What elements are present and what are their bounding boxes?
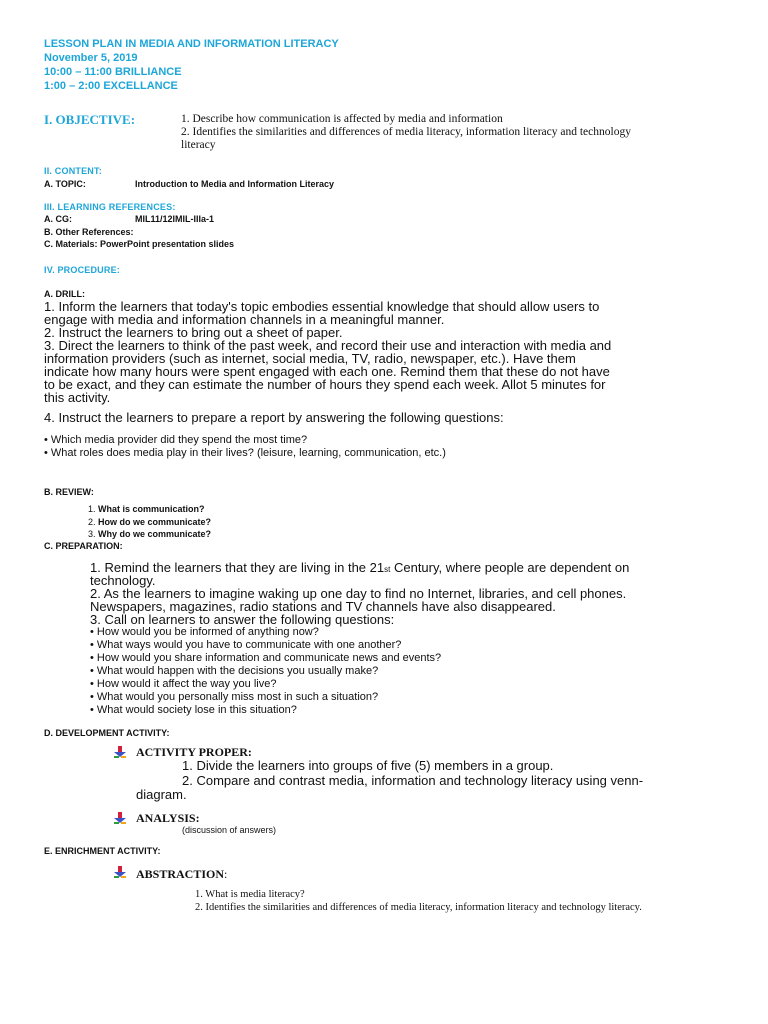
cg-value: MIL11/12IMIL-IIIa-1 (135, 214, 215, 224)
review-item: 1. What is communication? (88, 504, 205, 514)
abstraction-item: 1. What is media literacy? (195, 889, 305, 900)
other-references: B. Other References: (44, 227, 134, 237)
preparation-line: 1. Remind the learners that they are living in the 21st Century, where people are dependent on (90, 560, 630, 575)
preparation-question: • What ways would you have to communicate with one another? (90, 639, 402, 651)
preparation-question: • How would you share information and communicate news and events? (90, 652, 442, 664)
drill-item-4: 4. Instruct the learners to prepare a report by answering the following questions: (44, 410, 504, 425)
objective-item-2: 2. Identifies the similarities and differences of media literacy, information literacy and technology (181, 126, 631, 138)
enrichment-label: E. ENRICHMENT ACTIVITY: (44, 846, 161, 856)
drill-line: information providers (such as internet, social media, TV, radio, newspaper, etc.). Have them (44, 351, 576, 366)
review-label: B. REVIEW: (44, 487, 94, 497)
preparation-label: C. PREPARATION: (44, 541, 123, 551)
development-label: D. DEVELOPMENT ACTIVITY: (44, 728, 170, 738)
drill-line: 3. Direct the learners to think of the past week, and record their use and interaction with media and (44, 338, 612, 353)
preparation-question: • What would happen with the decisions you usually make? (90, 665, 379, 677)
drill-line: indicate how many hours were spent engaged with each one. Remind them that these do not have (44, 364, 610, 379)
objective-heading: I. OBJECTIVE: (44, 112, 136, 127)
objective-item-2-cont: literacy (181, 139, 216, 151)
procedure-heading: IV. PROCEDURE: (44, 265, 120, 275)
drill-line: 2. Instruct the learners to bring out a sheet of paper. (44, 325, 343, 340)
activity-item: 2. Compare and contrast media, information and technology literacy using venn- (182, 773, 644, 788)
preparation-question: • How would you be informed of anything now? (90, 626, 319, 638)
preparation-line: 3. Call on learners to answer the following questions: (90, 612, 395, 627)
preparation-question: • What would you personally miss most in such a situation? (90, 691, 379, 703)
lesson-date: November 5, 2019 (44, 52, 138, 64)
analysis-heading: ANALYSIS: (136, 811, 200, 825)
drill-line: engage with media and information channels in a meaningful manner. (44, 312, 445, 327)
preparation-question: • How would it affect the way you live? (90, 678, 277, 690)
drill-line: this activity. (44, 390, 111, 405)
abstraction-item: 2. Identifies the similarities and differences of media literacy, information literacy and technology literacy. (195, 902, 642, 913)
preparation-line: 2. As the learners to imagine waking up one day to find no Internet, libraries, and cell phones. (90, 586, 627, 601)
analysis-note: (discussion of answers) (182, 825, 277, 835)
session-brilliance: 10:00 – 11:00 BRILLIANCE (44, 66, 182, 78)
preparation-line: Newspapers, magazines, radio stations and TV channels have also disappeared. (90, 599, 556, 614)
topic-label: A. TOPIC: (44, 179, 86, 189)
drill-line: to be exact, and they can estimate the number of hours they spend each week. Allot 5 minutes for (44, 377, 606, 392)
preparation-line: technology. (90, 573, 156, 588)
materials: C. Materials: PowerPoint presentation slides (44, 239, 235, 249)
document-title: LESSON PLAN IN MEDIA AND INFORMATION LITERACY (44, 38, 339, 50)
references-heading: III. LEARNING REFERENCES: (44, 202, 176, 212)
preparation-question: • What would society lose in this situation? (90, 704, 297, 716)
review-item: 3. Why do we communicate? (88, 529, 212, 539)
drill-label: A. DRILL: (44, 289, 85, 299)
drill-question: • What roles does media play in their lives? (leisure, learning, communication, etc.) (44, 447, 446, 459)
arrow-bullet-icon (113, 811, 127, 825)
drill-line: 1. Inform the learners that today's topic embodies essential knowledge that should allow users to (44, 299, 600, 314)
session-excellance: 1:00 – 2:00 EXCELLANCE (44, 80, 178, 92)
content-heading: II. CONTENT: (44, 166, 102, 176)
arrow-bullet-icon (113, 865, 127, 879)
objective-item-1: 1. Describe how communication is affected by media and information (181, 113, 503, 125)
review-item: 2. How do we communicate? (88, 517, 212, 527)
activity-item-cont: diagram. (136, 787, 187, 802)
drill-question: • Which media provider did they spend the most time? (44, 434, 308, 446)
topic-value: Introduction to Media and Information Literacy (135, 179, 335, 189)
activity-item: 1. Divide the learners into groups of five (5) members in a group. (182, 758, 554, 773)
abstraction-heading: ABSTRACTION: (136, 867, 228, 881)
activity-proper-heading: ACTIVITY PROPER: (136, 745, 252, 759)
cg-label: A. CG: (44, 214, 72, 224)
arrow-bullet-icon (113, 745, 127, 759)
